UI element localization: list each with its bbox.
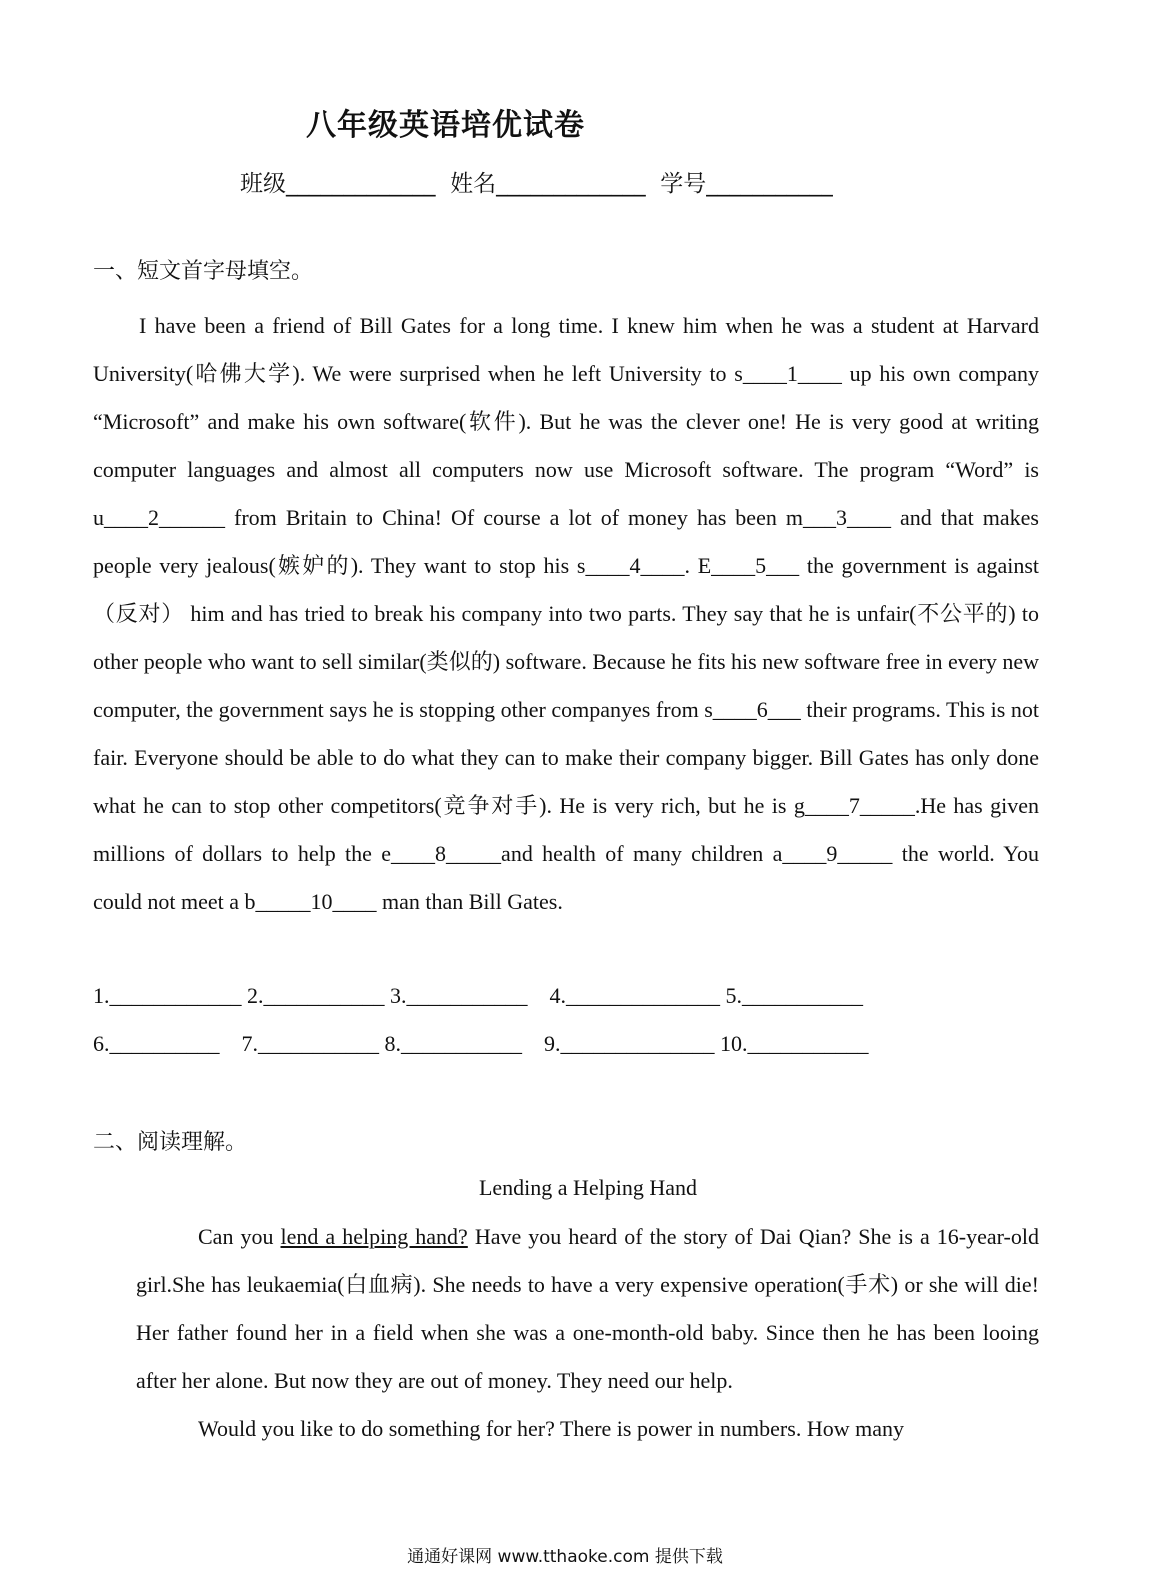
reading-passage <box>136 1213 1039 1453</box>
section1-heading: 一、短文首字母填空。 <box>93 259 314 284</box>
reading-p1-rest: Have you heard of the story of Dai Qian? She is a 16-year-old girl.She has leukaemia(白血病). She needs to have a very expensive operation(手术) or she will die! Her father found her in a field when she was a one-month-old baby. Since then he has been looing after her alone. But now they are out of money. They need our help. <box>136 1224 1039 1393</box>
story-title: Lending a Helping Hand <box>478 1175 698 1200</box>
answer-blanks-row-2: 6.__________ 7.___________ 8.___________ 9.______________ 10.___________ <box>93 1031 869 1056</box>
answer-blanks-row-1: 1.____________ 2.___________ 3.___________ 4.______________ 5.___________ <box>93 983 863 1008</box>
section2-heading: 二、阅读理解。 <box>93 1130 248 1155</box>
page-title: 八年级英语培优试卷 <box>306 108 585 143</box>
reading-p1-lead: Can you <box>198 1224 281 1249</box>
footer-source: 通通好课网 www.tthaoke.com 提供下载 <box>407 1547 723 1567</box>
reading-paragraph-1 <box>136 1213 1039 1405</box>
cloze-passage <box>93 302 1039 926</box>
reading-paragraph-2: Would you like to do something for her? There is power in numbers. How many <box>198 1416 904 1441</box>
cloze-passage-text: I have been a friend of Bill Gates for a long time. I knew him when he was a student at Harvard University(哈佛大学). We were surprised when he left University to s____1____ up his own company “Microsoft” and make his own software(软件). But he was the clever one! He is very good at writing computer languages and almost all computers now use Microsoft software. The program “Word” is u____2______ from Britain to China! Of course a lot of money has been m___3____ and that makes people very jealous(嫉妒的). They want to stop his s____4____. E____5___ the government is against（反对） him and has tried to break his company into two parts. They say that he is unfair(不公平的) to other people who want to sell similar(类似的) software. Because he fits his new software free in every new computer, the government says he is stopping other companyes from s____6___ their programs. This is not fair. Everyone should be able to do what they can to make their company bigger. Bill Gates has only done what he can to stop other competitors(竞争对手). He is very rich, but he is g____7_____.He has given millions of dollars to help the e____8_____and health of many children a____9_____ the world. You could not meet a b_____10____ man than Bill Gates. <box>93 313 1039 914</box>
underlined-phrase: lend a helping hand? <box>280 1224 468 1249</box>
student-info-line: 班级_____________ 姓名_____________ 学号___________ <box>240 171 833 197</box>
